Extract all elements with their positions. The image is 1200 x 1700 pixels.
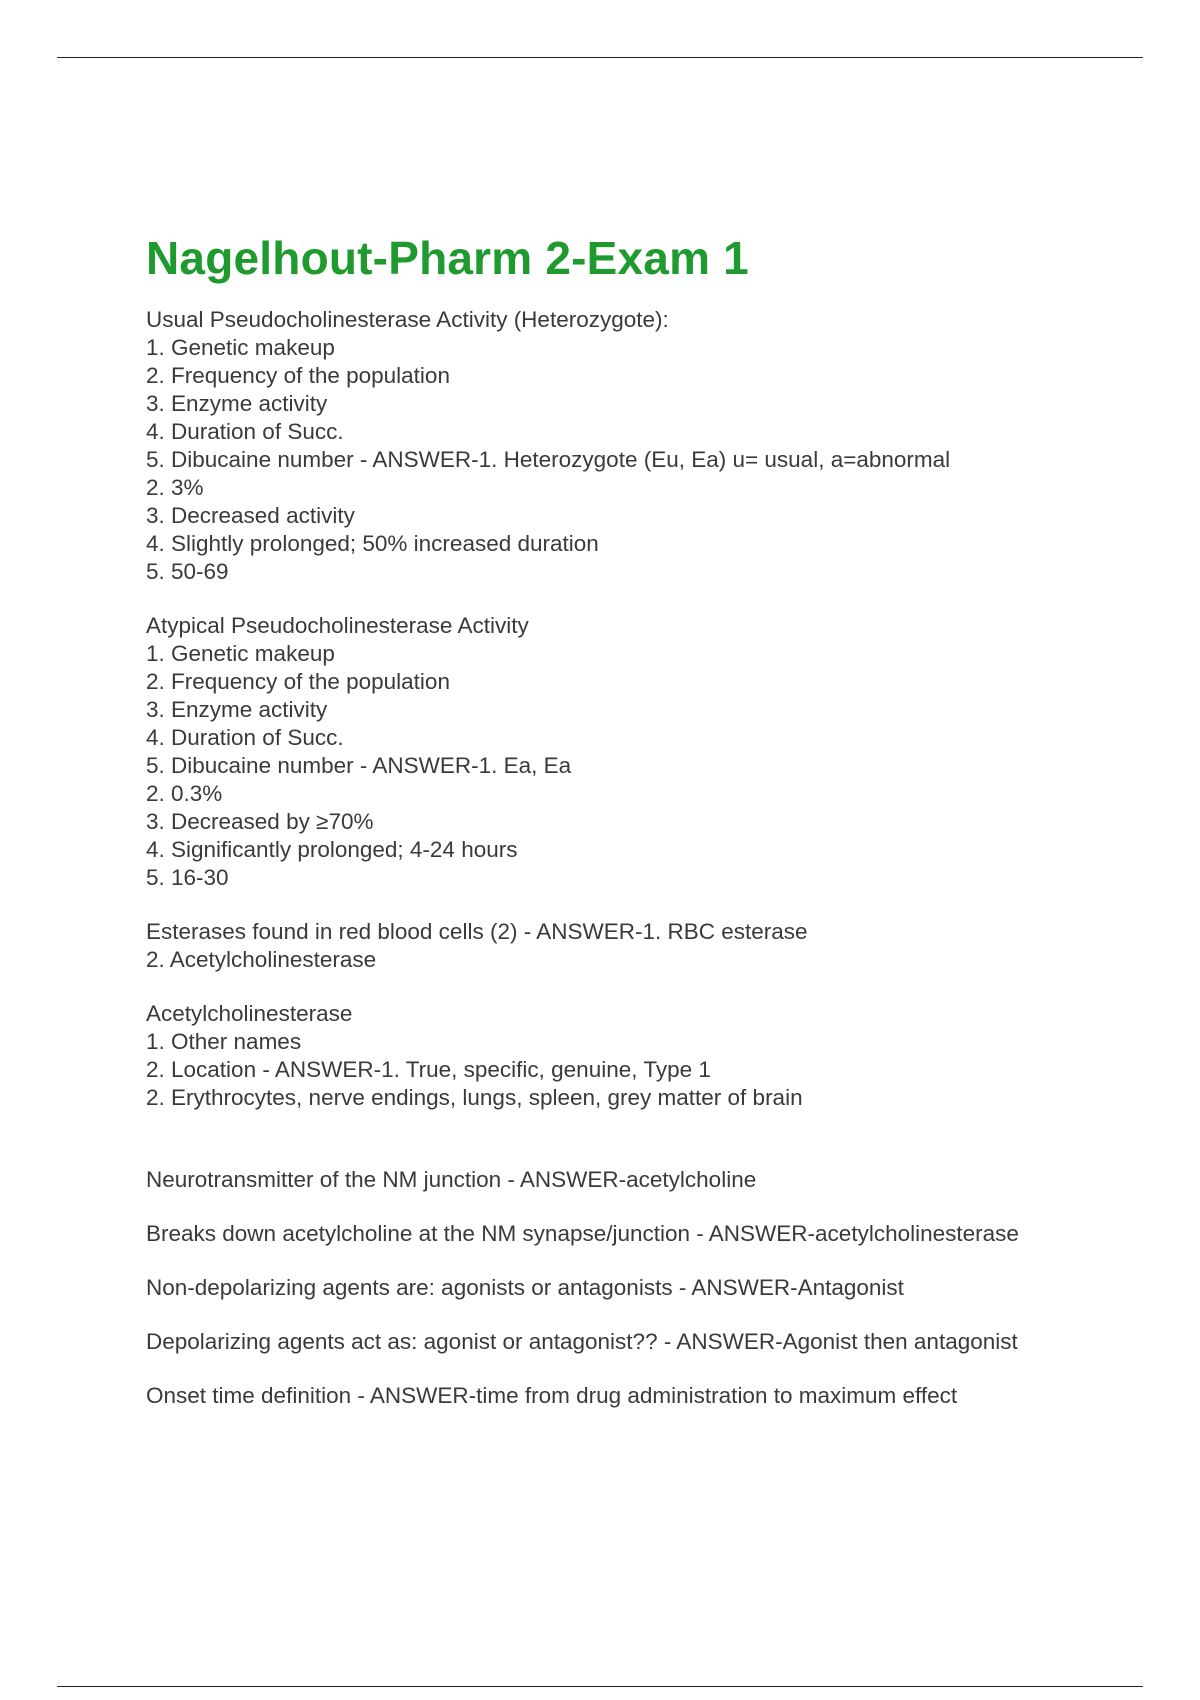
text-line: Depolarizing agents act as: agonist or antagonist?? - ANSWER-Agonist then antagonist <box>146 1329 1018 1354</box>
text-line: 4. Significantly prolonged; 4-24 hours <box>146 837 518 862</box>
flashcard-onset-time <box>146 1382 1126 1410</box>
bottom-rule <box>57 1686 1143 1687</box>
text-line: 1. Genetic makeup <box>146 335 335 360</box>
text-line: 2. 0.3% <box>146 781 223 806</box>
text-line: 2. Acetylcholinesterase <box>146 947 377 972</box>
flashcard-usual-pseudocholinesterase <box>146 306 1126 586</box>
text-line: Usual Pseudocholinesterase Activity (Heterozygote): <box>146 307 669 332</box>
text-line: 3. Enzyme activity <box>146 697 328 722</box>
top-rule <box>57 57 1143 58</box>
text-line: 3. Decreased by ≥70% <box>146 809 374 834</box>
flashcard-atypical-pseudocholinesterase <box>146 612 1126 892</box>
flashcard-depolarizing <box>146 1328 1126 1356</box>
text-line: Neurotransmitter of the NM junction - ANSWER-acetylcholine <box>146 1167 757 1192</box>
text-line: 5. Dibucaine number - ANSWER-1. Ea, Ea <box>146 753 572 778</box>
text-line: Atypical Pseudocholinesterase Activity <box>146 613 529 638</box>
text-line: 1. Other names <box>146 1029 302 1054</box>
flashcard-ach-breakdown <box>146 1220 1126 1248</box>
text-line: 3. Enzyme activity <box>146 391 328 416</box>
text-line: Onset time definition - ANSWER-time from drug administration to maximum effect <box>146 1383 958 1408</box>
text-line: 5. 16-30 <box>146 865 229 890</box>
text-line: 1. Genetic makeup <box>146 641 335 666</box>
text-line: Non-depolarizing agents are: agonists or antagonists - ANSWER-Antagonist <box>146 1275 904 1300</box>
text-line: 4. Duration of Succ. <box>146 725 344 750</box>
flashcard-rbc-esterases <box>146 918 1126 974</box>
text-line: 2. Erythrocytes, nerve endings, lungs, spleen, grey matter of brain <box>146 1085 803 1110</box>
flashcard-acetylcholinesterase <box>146 1000 1126 1112</box>
flashcard-nondepolarizing <box>146 1274 1126 1302</box>
document-title: Nagelhout-Pharm 2-Exam 1 <box>146 232 749 284</box>
text-line: 4. Duration of Succ. <box>146 419 344 444</box>
text-line: Esterases found in red blood cells (2) - ANSWER-1. RBC esterase <box>146 919 808 944</box>
document-body <box>146 230 1126 1410</box>
text-line: 3. Decreased activity <box>146 503 355 528</box>
text-line: 2. 3% <box>146 475 204 500</box>
text-line: Breaks down acetylcholine at the NM synapse/junction - ANSWER-acetylcholinesterase <box>146 1221 1019 1246</box>
text-line: Acetylcholinesterase <box>146 1001 353 1026</box>
text-line: 5. Dibucaine number - ANSWER-1. Heterozygote (Eu, Ea) u= usual, a=abnormal <box>146 447 951 472</box>
text-line: 2. Location - ANSWER-1. True, specific, genuine, Type 1 <box>146 1057 711 1082</box>
flashcard-nm-neurotransmitter <box>146 1166 1126 1194</box>
text-line: 5. 50-69 <box>146 559 229 584</box>
text-line: 2. Frequency of the population <box>146 363 450 388</box>
text-line: 4. Slightly prolonged; 50% increased duration <box>146 531 599 556</box>
text-line: 2. Frequency of the population <box>146 669 450 694</box>
